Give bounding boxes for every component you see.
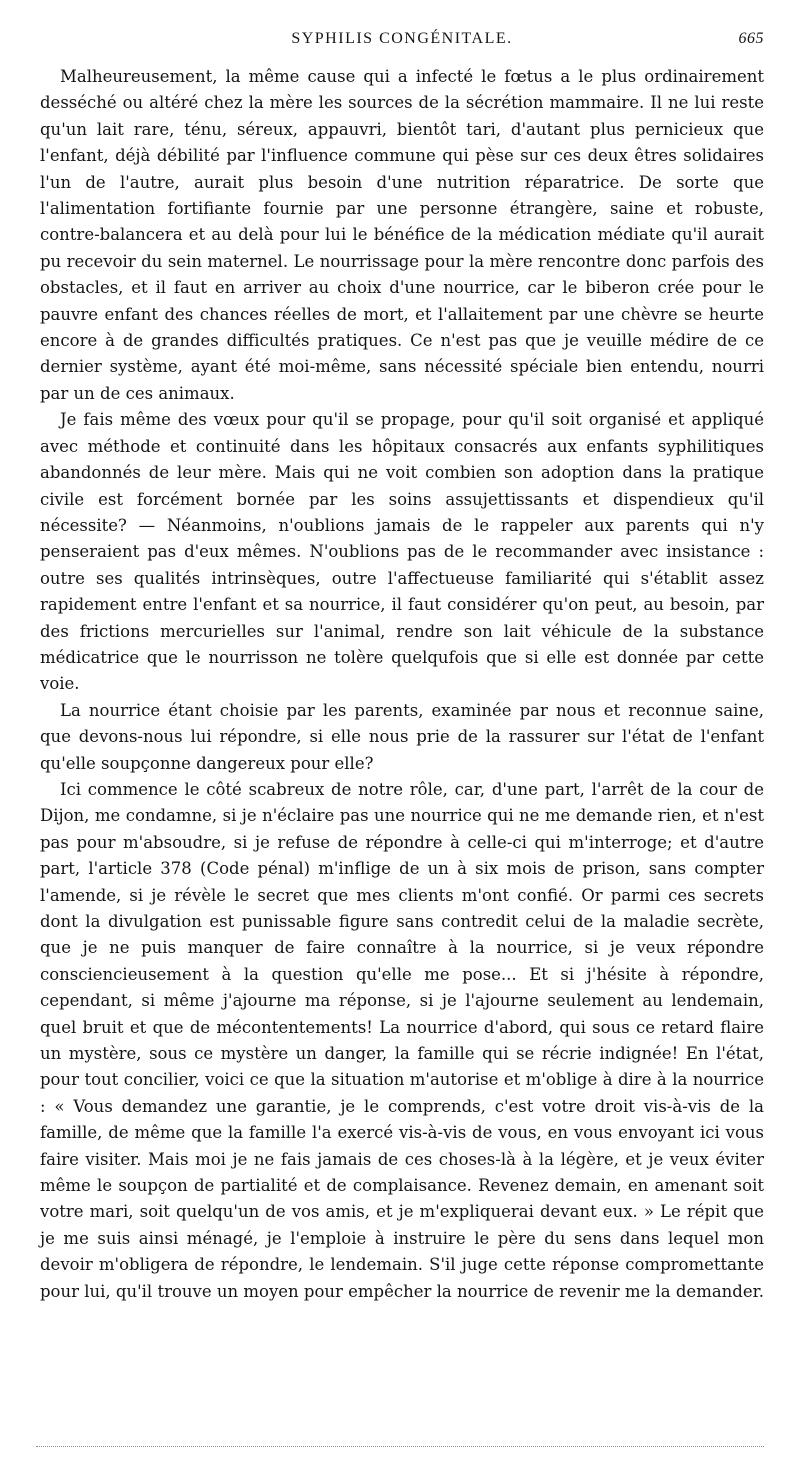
paragraph: Malheureusement, la même cause qui a infecté le fœtus a le plus ordinairement desséché ou altéré chez la mère les sources de la sécrétion mammaire. Il ne lui reste qu'un lait rare, ténu, séreux, appauvri, bientôt tari, d'autant plus pernicieux que l'enfant, déjà débilité par l'influence commune qui pèse sur ces deux êtres solidaires l'un de l'autre, aurait plus besoin d'une nutrition réparatrice. De sorte que l'alimentation fortifiante fournie par une personne étrangère, saine et robuste, contre-balancera et au delà pour lui le bénéfice de la médication médiate qu'il aurait pu recevoir du sein maternel. Le nourrissage pour la mère rencontre donc parfois des obstacles, et il faut en arriver au choix d'une nourrice, car le biberon crée pour le pauvre enfant des chances réelles de mort, et l'allaitement par une chèvre se heurte encore à de grandes difficultés pratiques. Ce n'est pas que je veuille médire de ce dernier système, ayant été moi-même, sans nécessité spéciale bien entendu, nourri par un de ces animaux.	[40, 67, 764, 403]
paragraph: La nourrice étant choisie par les parents, examinée par nous et reconnue saine, que devons-nous lui répondre, si elle nous prie de la rassurer sur l'état de l'enfant qu'elle soupçonne dangereux pour elle?	[40, 700, 764, 773]
running-title: SYPHILIS CONGÉNITALE.	[291, 30, 513, 47]
page-number: 665	[738, 30, 764, 47]
body-text	[40, 64, 764, 1305]
paragraph: Ici commence le côté scabreux de notre rôle, car, d'une part, l'arrêt de la cour de Dijon, me condamne, si je n'éclaire pas une nourrice qui ne me demande rien, et n'est pas pour m'absoudre, si je refuse de répondre à celle-ci qui m'interroge; et d'autre part, l'article 378 (Code pénal) m'inflige de un à six mois de prison, sans compter l'amende, si je révèle le secret que mes clients m'ont confié. Or parmi ces secrets dont la divulgation est punissable figure sans contredit celui de la maladie secrète, que je ne puis manquer de faire connaître à la nourrice, si je veux répondre consciencieusement à la question qu'elle me pose... Et si j'hésite à répondre, cependant, si même j'ajourne ma réponse, si je l'ajourne seulement au lendemain, quel bruit et que de mécontentements! La nourrice d'abord, qui sous ce retard flaire un mystère, sous ce mystère un danger, la famille qui se récrie indignée! En l'état, pour tout concilier, voici ce que la situation m'autorise et m'oblige à dire à la nourrice : « Vous demandez une garantie, je le comprends, c'est votre droit vis-à-vis de la famille, de même que la famille l'a exercé vis-à-vis de vous, en vous envoyant ici vous faire visiter. Mais moi je ne fais jamais de ces choses-là à la légère, et je veux éviter même le soupçon de partialité et de complaisance. Revenez demain, en amenant soit votre mari, soit quelqu'un de vos amis, et je m'expliquerai devant eux. » Le répit que je me suis ainsi ménagé, je l'emploie à instruire le père du sens dans lequel mon devoir m'obligera de répondre, le lendemain. S'il juge cette réponse compromettante pour lui, qu'il trouve un moyen pour empêcher la nourrice de revenir me la demander.	[40, 779, 764, 1301]
footer-dotted-rule	[36, 1446, 764, 1447]
running-head	[40, 28, 764, 58]
paragraph: Je fais même des vœux pour qu'il se propage, pour qu'il soit organisé et appliqué avec méthode et continuité dans les hôpitaux consacrés aux enfants syphilitiques abandonnés de leur mère. Mais qui ne voit combien son adoption dans la pratique civile est forcément bornée par les soins assujettissants et dispendieux qu'il nécessite? — Néanmoins, n'oublions jamais de le rappeler aux parents qui n'y penseraient pas d'eux mêmes. N'oublions pas de le recommander avec insistance : outre ses qualités intrinsèques, outre l'affectueuse familiarité qui s'établit assez rapidement entre l'enfant et sa nourrice, il faut considérer qu'on peut, au besoin, par des frictions mercurielles sur l'animal, rendre son lait véhicule de la substance médicatrice que le nourrisson ne tolère quelqufois que si elle est donnée par cette voie.	[40, 410, 764, 694]
